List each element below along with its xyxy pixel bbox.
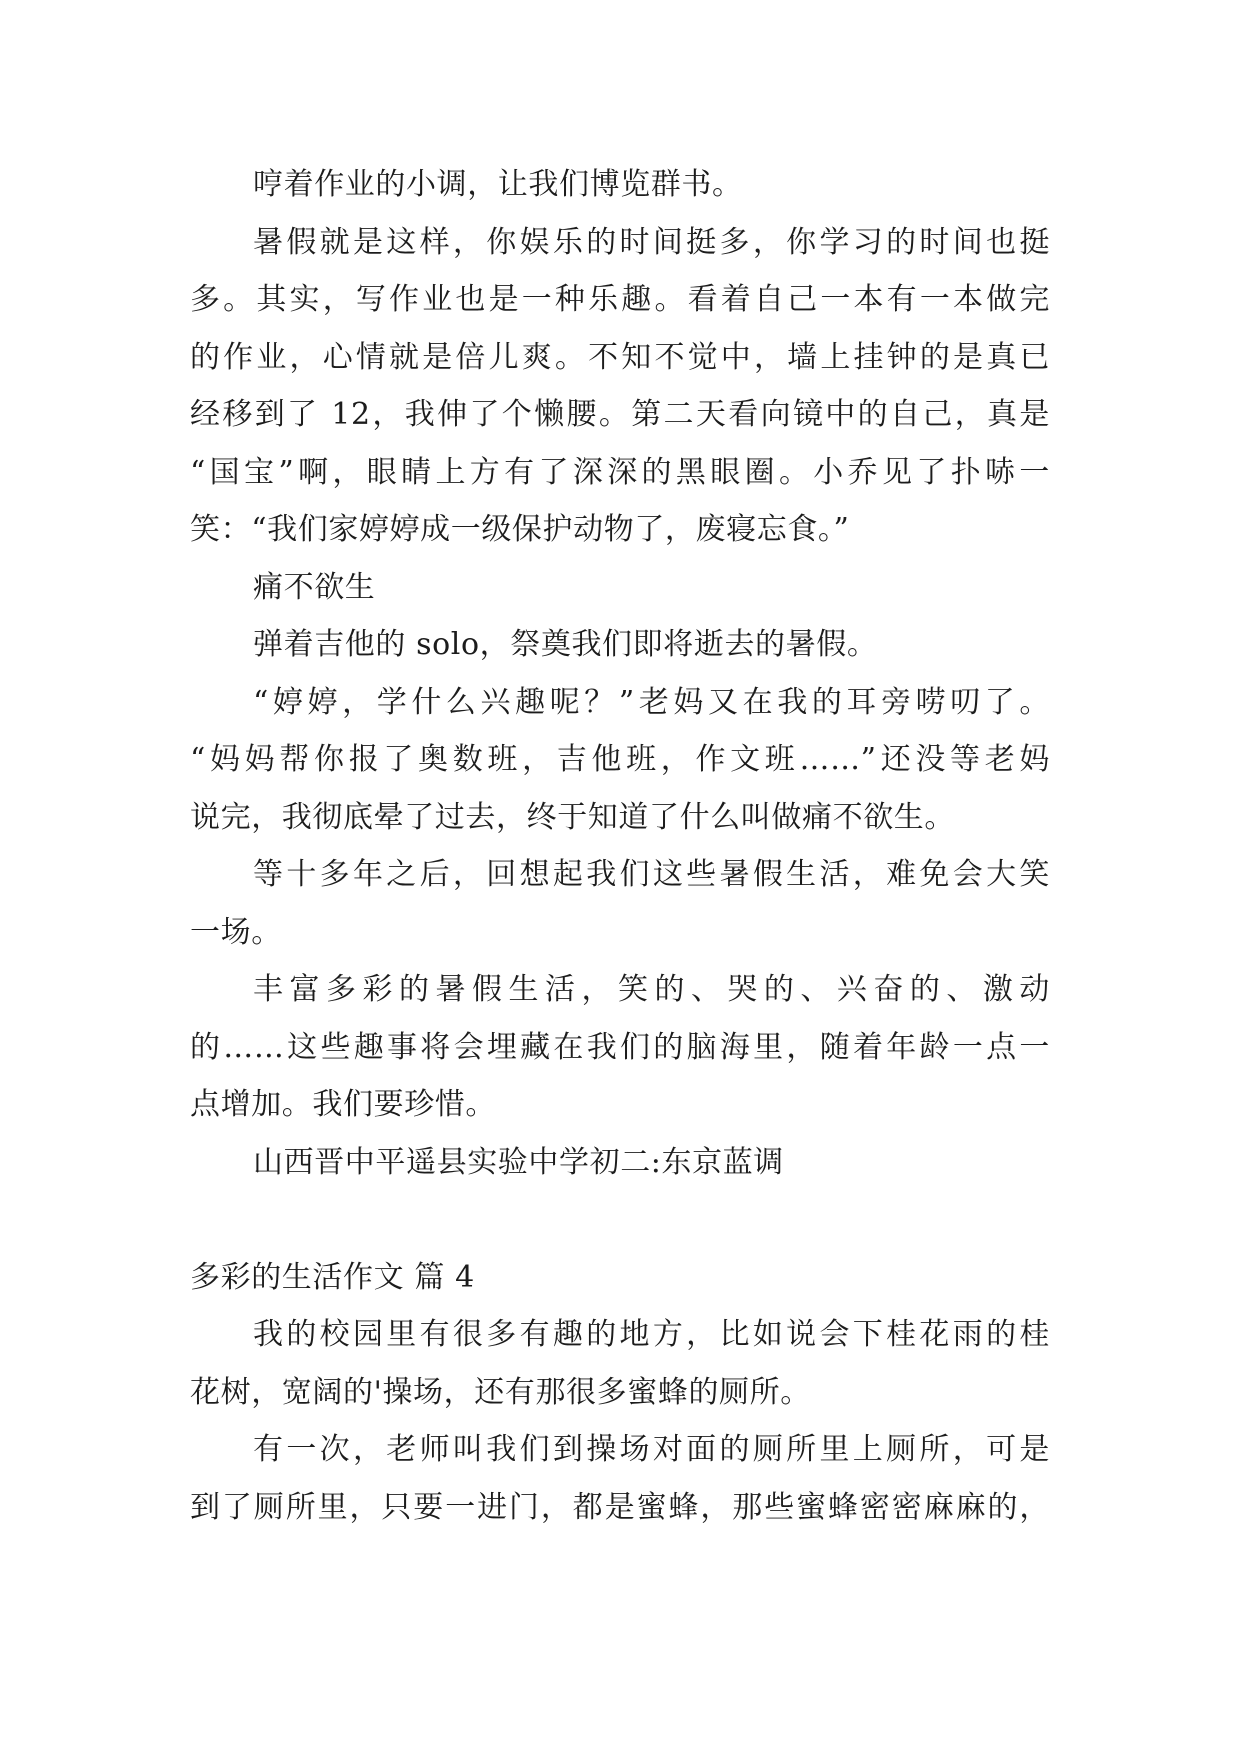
paragraph [190, 674, 1050, 847]
section-heading [190, 1249, 1050, 1307]
paragraph [190, 214, 1050, 559]
paragraph [190, 156, 1050, 214]
paragraph [190, 1421, 1050, 1536]
text-line: “国宝”啊，眼睛上方有了深深的黑眼圈。小乔见了扑哧一 [190, 454, 1050, 490]
paragraph [190, 961, 1050, 1134]
text-line: 痛不欲生 [253, 569, 376, 605]
paragraph [190, 1306, 1050, 1421]
text-line: 等十多年之后，回想起我们这些暑假生活，难免会大笑 [253, 857, 1050, 892]
text-line: 丰富多彩的暑假生活，笑的、哭的、兴奋的、激动 [253, 972, 1050, 1007]
paragraph [190, 559, 1050, 617]
text-line: 花树，宽阔的'操场，还有那很多蜜蜂的厕所。 [190, 1374, 811, 1410]
document-body [190, 156, 1050, 1536]
text-line: 哼着作业的小调，让我们博览群书。 [253, 167, 743, 202]
text-line: 暑假就是这样，你娱乐的时间挺多，你学习的时间也挺 [253, 224, 1050, 260]
text-line: 一场。 [190, 914, 282, 950]
text-line: 笑：“我们家婷婷成一级保护动物了，废寝忘食。” [190, 512, 850, 547]
text-line: 说完，我彻底晕了过去，终于知道了什么叫做痛不欲生。 [190, 799, 955, 835]
text-line: 有一次，老师叫我们到操场对面的厕所里上厕所，可是 [253, 1432, 1050, 1467]
heading-text: 多彩的生活作文 篇 4 [190, 1259, 475, 1295]
text-line: “妈妈帮你报了奥数班，吉他班，作文班……”还没等老妈 [190, 742, 1050, 777]
text-line: 的作业，心情就是倍儿爽。不知不觉中，墙上挂钟的是真已 [190, 339, 1050, 375]
text-line: “婷婷，学什么兴趣呢？”老妈又在我的耳旁唠叨了。 [253, 684, 1050, 720]
text-line: 的……这些趣事将会埋藏在我们的脑海里，随着年龄一点一 [190, 1029, 1050, 1065]
paragraph [190, 1134, 1050, 1192]
text-line: 点增加。我们要珍惜。 [190, 1087, 496, 1122]
paragraph [190, 846, 1050, 961]
paragraph [190, 616, 1050, 674]
text-line: 到了厕所里，只要一进门，都是蜜蜂，那些蜜蜂密密麻麻的， [190, 1489, 1050, 1525]
text-line: 我的校园里有很多有趣的地方，比如说会下桂花雨的桂 [253, 1317, 1050, 1352]
text-line: 山西晋中平遥县实验中学初二:东京蓝调 [253, 1144, 784, 1180]
text-line: 弹着吉他的 solo，祭奠我们即将逝去的暑假。 [253, 627, 878, 662]
text-line: 多。其实，写作业也是一种乐趣。看着自己一本有一本做完 [190, 282, 1050, 317]
text-line: 经移到了 12，我伸了个懒腰。第二天看向镜中的自己，真是 [190, 397, 1050, 432]
